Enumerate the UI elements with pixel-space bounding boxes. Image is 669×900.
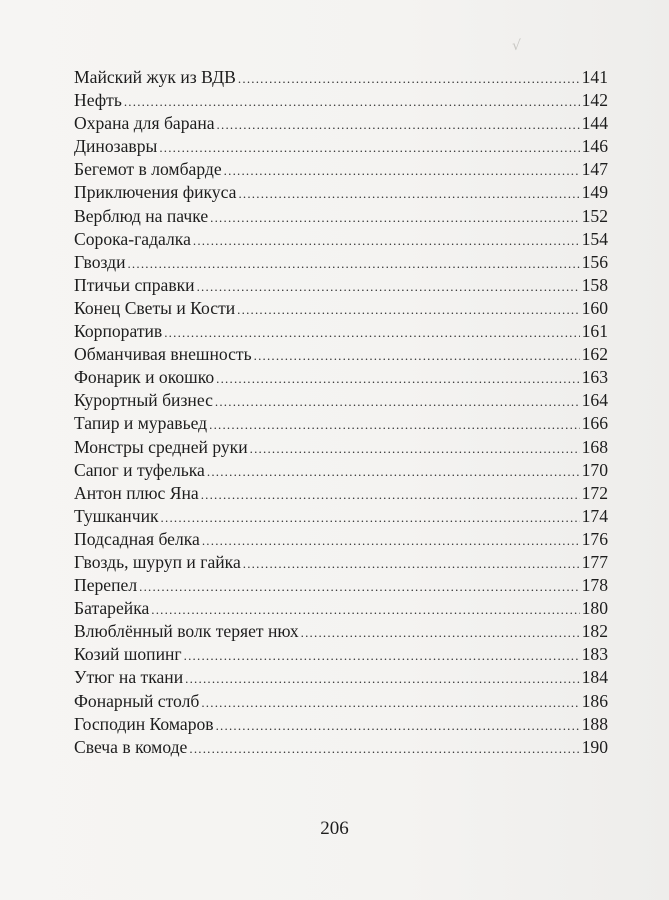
toc-entry-page: 176 [581,528,608,549]
toc-entry [74,366,608,389]
dot-leader [201,483,580,506]
toc-entry-page: 184 [581,667,608,688]
dot-leader [139,575,579,598]
dot-leader [216,714,580,737]
toc-entry-page: 147 [581,159,608,180]
toc-entry-title: Антон плюс Яна [74,482,199,503]
toc-entry-title: Фонарик и окошко [74,367,215,388]
dot-leader [209,413,579,436]
toc-entry-page: 174 [581,505,608,526]
toc-entry [74,436,608,459]
toc-entry-title: Обманчивая внешность [74,344,252,365]
toc-entry-title: Конец Светы и Кости [74,297,236,318]
dot-leader [238,182,579,205]
toc-entry [74,274,608,297]
toc-entry-page: 160 [581,297,608,318]
toc-entry-page: 146 [581,136,608,157]
toc-entry [74,551,608,574]
dot-leader [197,275,580,298]
toc-entry-page: 144 [581,113,608,134]
toc-entry [74,205,608,228]
toc-entry-title: Монстры средней руки [74,436,248,457]
bleed-mark: √ [512,38,521,54]
dot-leader [189,737,579,760]
toc-entry-title: Сорока-гадалка [74,228,191,249]
toc-entry-page: 186 [581,690,608,711]
toc-entry [74,574,608,597]
toc-entry-page: 180 [581,598,608,619]
toc-entry-title: Охрана для барана [74,113,215,134]
toc-entry [74,528,608,551]
toc-entry-title: Корпоратив [74,321,163,342]
toc-entry-title: Гвоздь, шуруп и гайка [74,551,241,572]
dot-leader [161,506,580,529]
dot-leader [184,644,580,667]
dot-leader [250,437,580,460]
dot-leader [185,667,579,690]
dot-leader [301,621,580,644]
dot-leader [151,598,579,621]
dot-leader [193,229,580,252]
toc-entry [74,412,608,435]
toc-entry [74,620,608,643]
dot-leader [207,460,580,483]
toc-entry [74,320,608,343]
dot-leader [210,206,579,229]
toc-entry-title: Верблюд на пачке [74,205,209,226]
toc-entry-title: Курортный бизнес [74,390,213,411]
toc-entry-title: Батарейка [74,598,150,619]
page-number: 206 [320,818,349,839]
dot-leader [215,390,580,413]
toc-entry [74,690,608,713]
toc-entry-title: Тапир и муравьед [74,413,208,434]
toc-entry [74,89,608,112]
dot-leader [238,67,580,90]
toc-entry-page: 172 [581,482,608,503]
toc-entry-page: 154 [581,228,608,249]
toc-entry [74,666,608,689]
toc-entry-title: Нефть [74,90,122,111]
toc-entry-page: 162 [581,344,608,365]
toc-entry-title: Майский жук из ВДВ [74,67,236,87]
dot-leader [224,159,580,182]
dot-leader [237,298,579,321]
toc-entry-title: Козий шопинг [74,644,182,665]
toc-entry-title: Приключения фикуса [74,182,237,203]
toc-entry-page: 164 [581,390,608,411]
toc-entry [74,713,608,736]
toc-entry [74,228,608,251]
dot-leader [124,90,580,113]
toc-entry-title: Утюг на ткани [74,667,184,688]
dot-leader [243,552,580,575]
toc-entry [74,112,608,135]
dot-leader [254,344,580,367]
toc-entry-page: 161 [581,321,608,342]
toc-entry-page: 177 [581,551,608,572]
toc-entry-page: 158 [581,274,608,295]
toc-entry [74,643,608,666]
toc-entry [74,66,608,89]
dot-leader [202,529,580,552]
toc-entry [74,736,608,759]
dot-leader [159,136,579,159]
dot-leader [217,113,580,136]
toc-entry-title: Птичьи справки [74,274,195,295]
toc-entry [74,597,608,620]
toc-entry-page: 188 [581,713,608,734]
toc-entry [74,459,608,482]
dot-leader [164,321,579,344]
dot-leader [201,691,579,714]
toc-entry-title: Влюблённый волк теряет нюх [74,621,299,642]
toc-entry-page: 163 [581,367,608,388]
toc-entry-page: 152 [581,205,608,226]
dot-leader [216,367,579,390]
toc-entry-page: 141 [581,67,608,87]
toc-entry-title: Перепел [74,575,138,596]
toc-entry-title: Гвозди [74,251,126,272]
toc-entry [74,297,608,320]
toc-entry-page: 170 [581,459,608,480]
toc-entry [74,158,608,181]
toc-entry [74,181,608,204]
toc-entry-title: Фонарный столб [74,690,200,711]
toc-entry-page: 166 [581,413,608,434]
toc-entry-page: 183 [581,644,608,665]
toc-entry [74,343,608,366]
toc-entry-page: 190 [581,736,608,757]
toc-entry-title: Динозавры [74,136,158,157]
toc-entry-page: 182 [581,621,608,642]
toc-entry-title: Сапог и туфелька [74,459,205,480]
toc-entry [74,482,608,505]
toc-entry [74,135,608,158]
toc-entry-page: 142 [581,90,608,111]
toc-entry-page: 149 [581,182,608,203]
dot-leader [127,252,579,275]
toc-entry-page: 178 [581,575,608,596]
toc-entry [74,251,608,274]
table-of-contents [74,66,608,759]
toc-entry [74,505,608,528]
toc-entry-title: Подсадная белка [74,528,200,549]
toc-entry [74,389,608,412]
toc-entry-title: Свеча в комоде [74,736,188,757]
toc-entry-title: Бегемот в ломбарде [74,159,222,180]
toc-entry-title: Господин Комаров [74,713,214,734]
toc-entry-title: Тушканчик [74,505,159,526]
toc-entry-page: 156 [581,251,608,272]
toc-entry-page: 168 [581,436,608,457]
